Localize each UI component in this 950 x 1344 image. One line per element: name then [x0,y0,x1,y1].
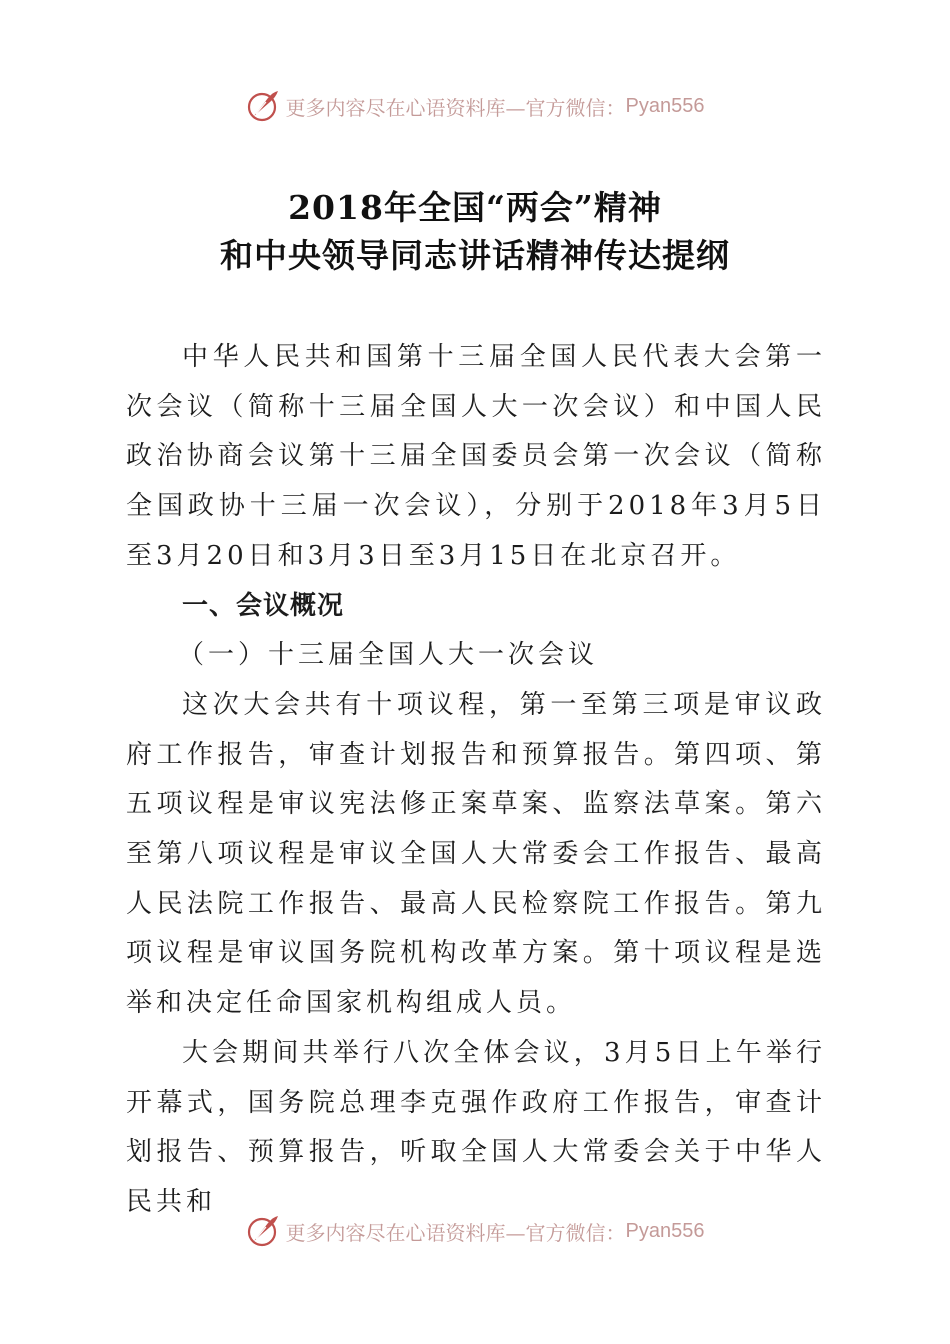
subsection-heading: （一）十三届全国人大一次会议 [178,640,599,671]
watermark-top [0,86,950,126]
quill-logo-icon [246,1213,282,1249]
watermark-bottom [0,1211,950,1251]
watermark-text: 更多内容尽在心语资料库—官方微信： [285,1220,626,1245]
agenda-paragraph: 这次大会共有十项议程，第一至第三项是审议政府工作报告，审查计划报告和预算报告。第四项、第五项议程是审议宪法修正案草案、监察法草案。第六至第八项议程是审议全国人大常委会工作报告、最高人民法院工作报告、最高人民检察院工作报告。第九项议程是审议国务院机构改革方案。第十项议程是选举和决定任命国家机构组成人员。 [126,689,826,1019]
document-body [126,333,826,1228]
watermark-wechat-id: Pyan556 [625,94,705,117]
plenary-paragraph: 大会期间共举行八次全体会议，3月5日上午举行开幕式，国务院总理李克强作政府工作报告，审查计划报告、预算报告，听取全国人大常委会关于中华人民共和 [126,1037,826,1217]
intro-paragraph: 中华人民共和国第十三届全国人民代表大会第一次会议（简称十三届全国人大一次会议）和中国人民政治协商会议第十三届全国委员会第一次会议（简称全国政协十三届一次会议），分别于2018年3月5日至3月20日和3月3日至3月15日在北京召开。 [126,342,826,571]
document-title-line2: 和中央领导同志讲话精神传达提纲 [220,236,730,275]
document-title-line1: 2018年全国“两会”精神 [288,188,662,227]
watermark-wechat-id: Pyan556 [625,1219,705,1242]
section-heading: 一、会议概况 [182,590,345,621]
watermark-text: 更多内容尽在心语资料库—官方微信： [285,95,626,120]
quill-logo-icon [246,88,282,124]
